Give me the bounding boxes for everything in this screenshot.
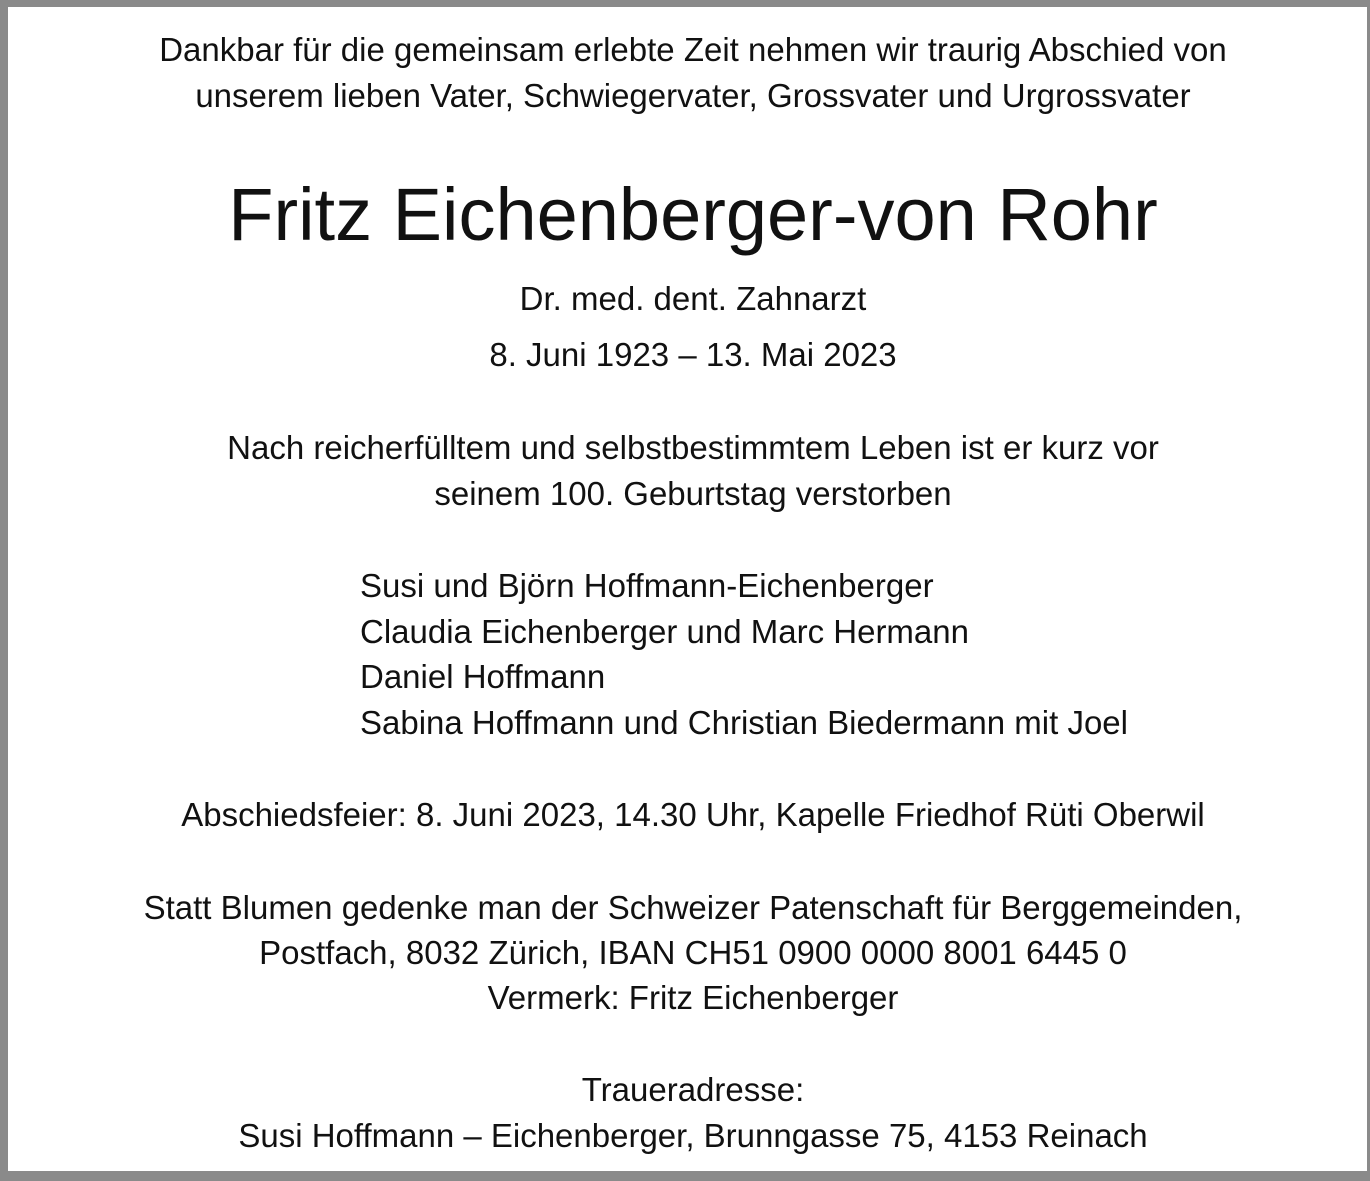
life-dates: 8. Juni 1923 – 13. Mai 2023 bbox=[489, 336, 897, 373]
intro-line-2: unserem lieben Vater, Schwiegervater, Grossvater und Urgrossvater bbox=[195, 77, 1191, 114]
intro-line-1: Dankbar für die gemeinsam erlebte Zeit nehmen wir traurig Abschied von bbox=[159, 31, 1227, 68]
deceased-title: Dr. med. dent. Zahnarzt bbox=[519, 280, 867, 317]
message-line-2: seinem 100. Geburtstag verstorben bbox=[434, 475, 952, 512]
mourner-item: Daniel Hoffmann bbox=[360, 658, 606, 695]
donation-line-1: Statt Blumen gedenke man der Schweizer Patenschaft für Berggemeinden, bbox=[143, 889, 1243, 926]
donation-line-2: Postfach, 8032 Zürich, IBAN CH51 0900 0000 8001 6445 0 bbox=[259, 934, 1127, 971]
address-value: Susi Hoffmann – Eichenberger, Brunngasse 75, 4153 Reinach bbox=[238, 1117, 1148, 1154]
ceremony-info: Abschiedsfeier: 8. Juni 2023, 14.30 Uhr, Kapelle Friedhof Rüti Oberwil bbox=[181, 796, 1205, 833]
mourner-item: Sabina Hoffmann und Christian Biedermann mit Joel bbox=[360, 704, 1128, 741]
address-label: Traueradresse: bbox=[581, 1071, 805, 1108]
mourner-item: Claudia Eichenberger und Marc Hermann bbox=[360, 613, 969, 650]
donation-line-3: Vermerk: Fritz Eichenberger bbox=[487, 979, 899, 1016]
message-line-1: Nach reicherfülltem und selbstbestimmtem Leben ist er kurz vor bbox=[227, 429, 1159, 466]
deceased-name: Fritz Eichenberger-von Rohr bbox=[228, 173, 1158, 256]
mourner-item: Susi und Björn Hoffmann-Eichenberger bbox=[360, 567, 934, 604]
